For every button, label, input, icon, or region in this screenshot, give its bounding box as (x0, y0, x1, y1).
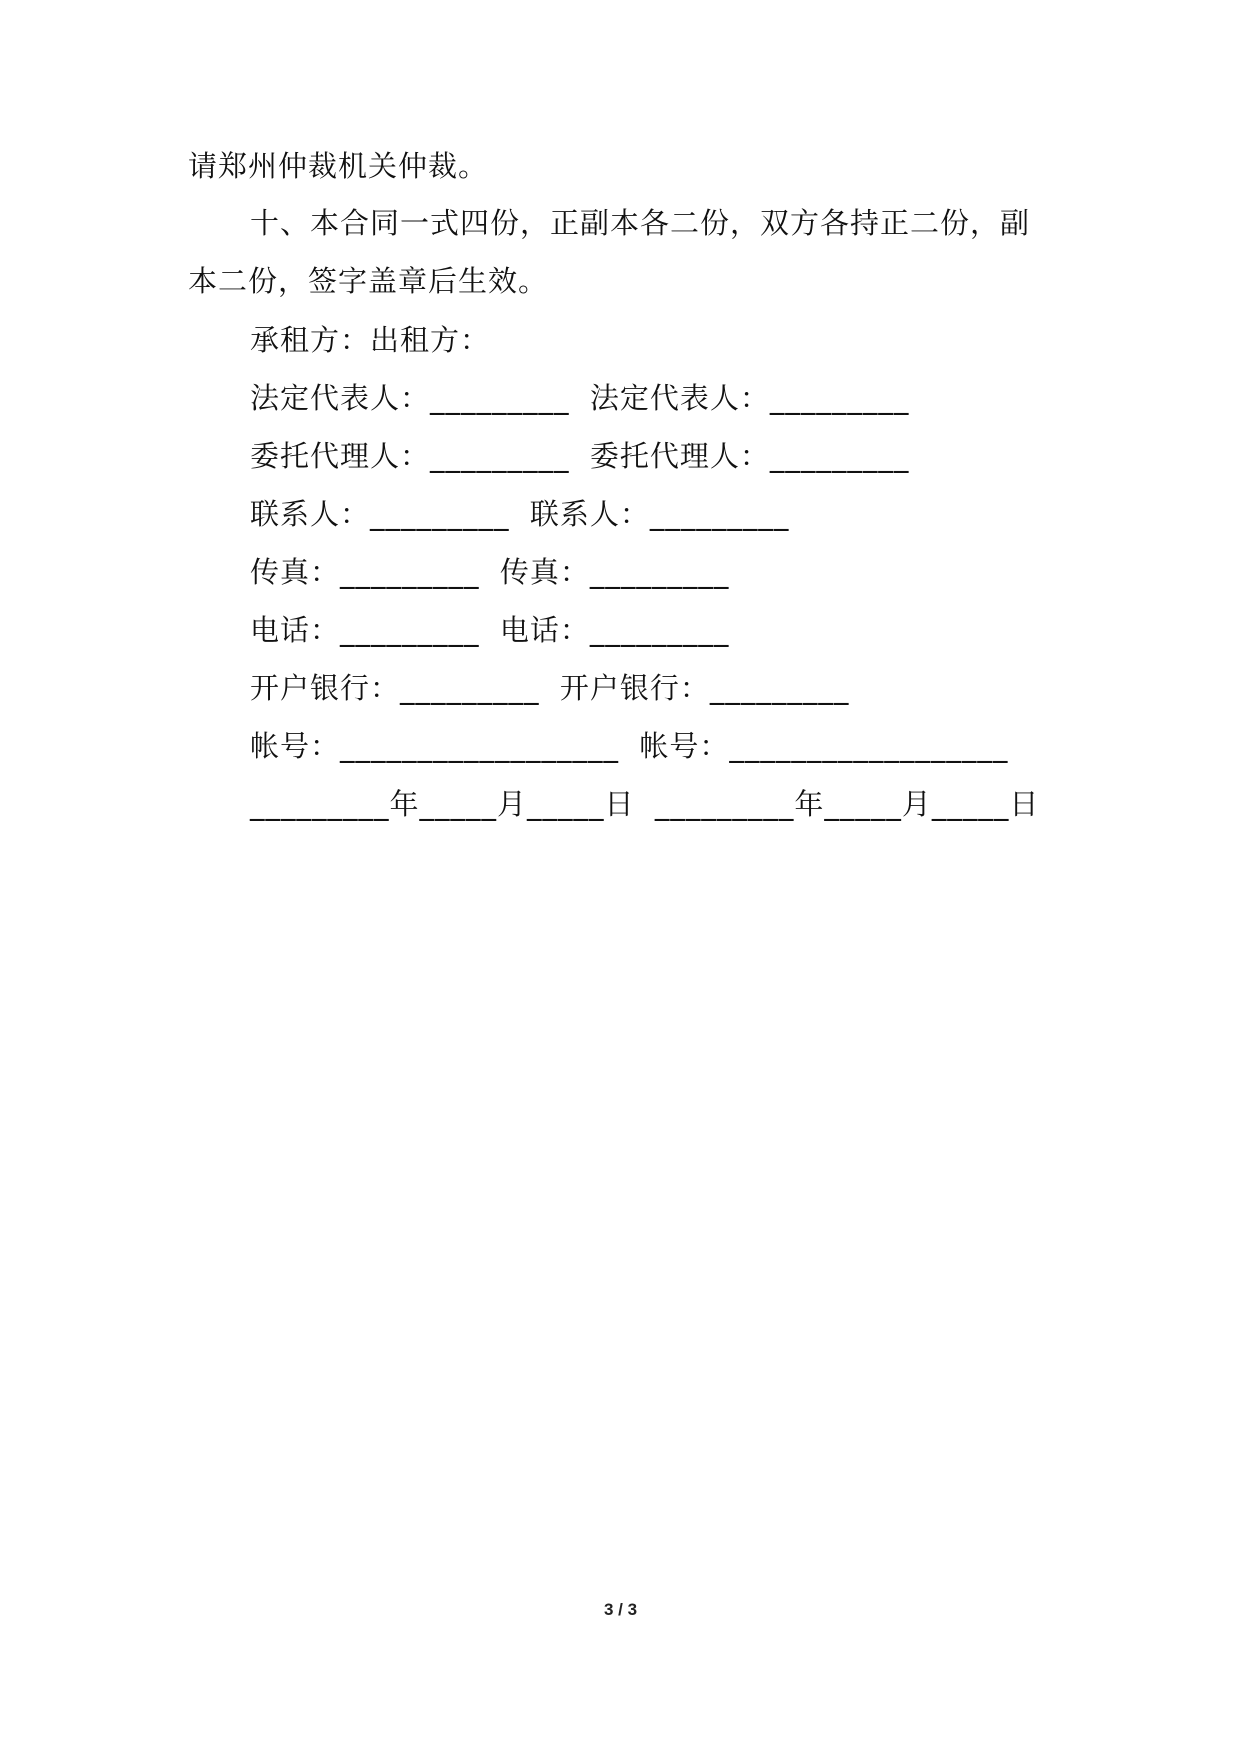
contact-person-line: 联系人：_________ 联系人：_________ (250, 497, 790, 531)
parties-heading: 承租方：出租方： (250, 323, 491, 357)
fax-line: 传真：_________ 传真：_________ (250, 555, 730, 589)
account-number-line: 帐号：__________________ 帐号：__________________ (250, 729, 1009, 763)
bank-line: 开户银行：_________ 开户银行：_________ (250, 671, 850, 705)
paragraph-clause-ten-continued: 本二份，签字盖章后生效。 (188, 264, 549, 298)
page-number: 3 / 3 (603, 1600, 638, 1619)
authorized-agent-line: 委托代理人：_________ 委托代理人：_________ (250, 439, 910, 473)
legal-representative-line: 法定代表人：_________ 法定代表人：_________ (250, 381, 910, 415)
paragraph-clause-ten: 十、本合同一式四份，正副本各二份，双方各持正二份，副 (250, 206, 1031, 240)
phone-line: 电话：_________ 电话：_________ (250, 613, 730, 647)
date-line: _________年_____月_____日 _________年_____月_____日 (250, 787, 1040, 821)
paragraph-arbitration-end: 请郑州仲裁机关仲裁。 (188, 149, 489, 183)
